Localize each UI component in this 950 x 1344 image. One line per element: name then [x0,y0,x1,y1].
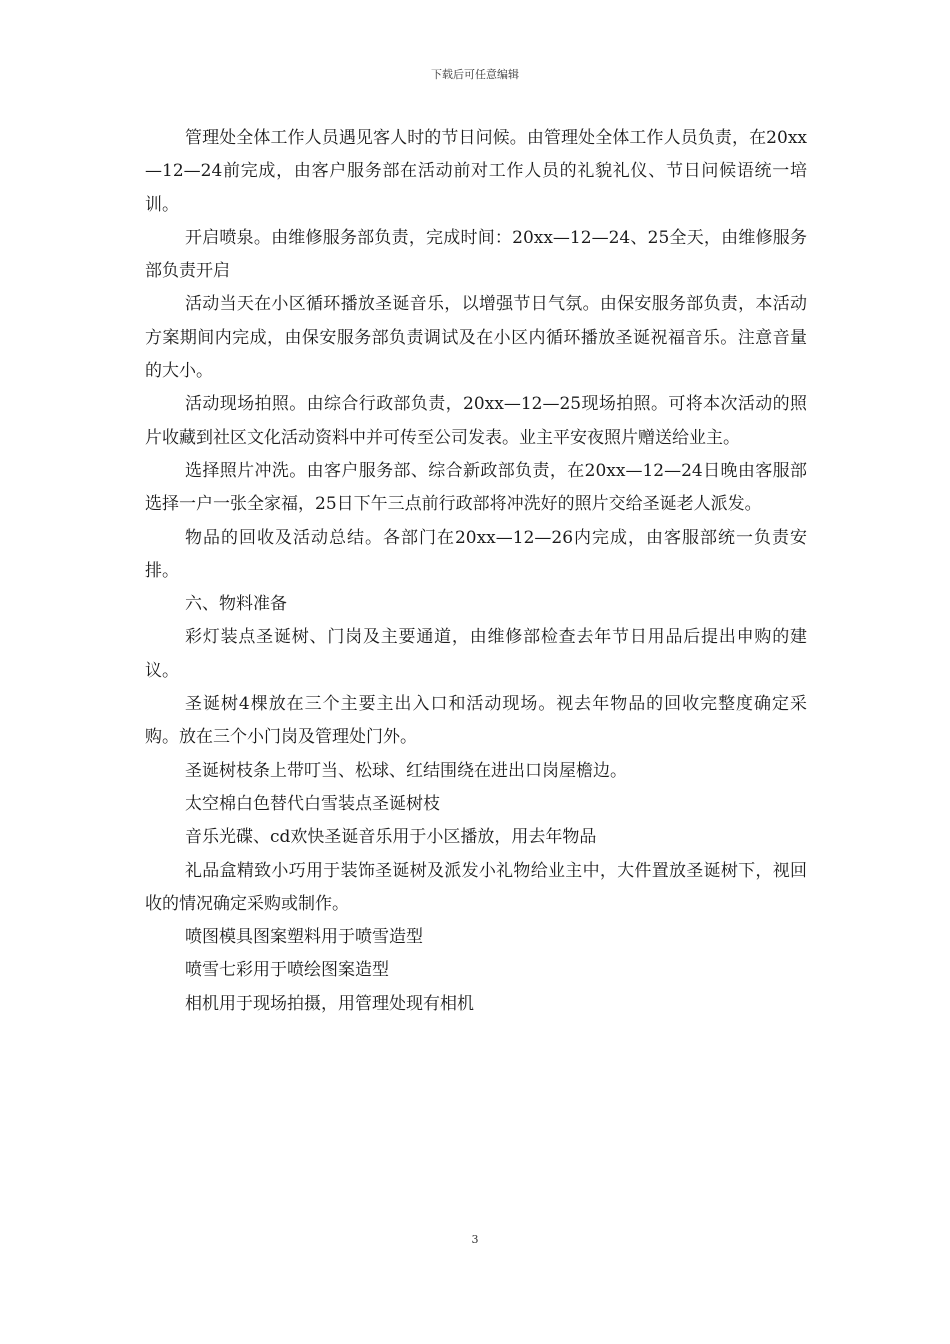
page-header: 下载后可任意编辑 [431,68,519,81]
paragraph: 彩灯装点圣诞树、门岗及主要通道，由维修部检查去年节日用品后提出申购的建议。 [145,627,807,681]
document-body [145,122,807,1021]
paragraph: 开启喷泉。由维修服务部负责，完成时间：20xx—12—24、25全天，由维修服务部负责开启 [145,227,807,282]
section-heading: 六、物料准备 [185,594,287,615]
paragraph: 活动现场拍照。由综合行政部负责，20xx—12—25现场拍照。可将本次活动的照片收藏到社区文化活动资料中并可传至公司发表。业主平安夜照片赠送给业主。 [145,394,807,448]
paragraph: 选择照片冲洗。由客户服务部、综合新政部负责，在20xx—12—24日晚由客服部选择一户一张全家福，25日下午三点前行政部将冲洗好的照片交给圣诞老人派发。 [145,460,807,515]
paragraph: 喷图模具图案塑料用于喷雪造型 [185,927,423,948]
paragraph: 圣诞树枝条上带叮当、松球、红结围绕在进出口岗屋檐边。 [185,760,627,781]
paragraph: 圣诞树4棵放在三个主要主出入口和活动现场。视去年物品的回收完整度确定采购。放在三个小门岗及管理处门外。 [145,694,807,748]
paragraph: 活动当天在小区循环播放圣诞音乐，以增强节日气氛。由保安服务部负责，本活动方案期间内完成，由保安服务部负责调试及在小区内循环播放圣诞祝福音乐。注意音量的大小。 [145,294,807,382]
paragraph: 太空棉白色替代白雪装点圣诞树枝 [185,793,440,814]
paragraph: 音乐光碟、cd欢快圣诞音乐用于小区播放，用去年物品 [185,827,597,848]
paragraph: 礼品盒精致小巧用于装饰圣诞树及派发小礼物给业主中，大件置放圣诞树下，视回收的情况确定采购或制作。 [145,860,807,914]
paragraph: 相机用于现场拍摄，用管理处现有相机 [185,993,474,1014]
paragraph: 管理处全体工作人员遇见客人时的节日问候。由管理处全体工作人员负责，在20xx—12—24前完成，由客户服务部在活动前对工作人员的礼貌礼仪、节日问候语统一培训。 [145,128,807,215]
page-number: 3 [471,1233,479,1246]
paragraph: 物品的回收及活动总结。各部门在20xx—12—26内完成，由客服部统一负责安排。 [145,527,807,581]
paragraph: 喷雪七彩用于喷绘图案造型 [185,960,389,981]
